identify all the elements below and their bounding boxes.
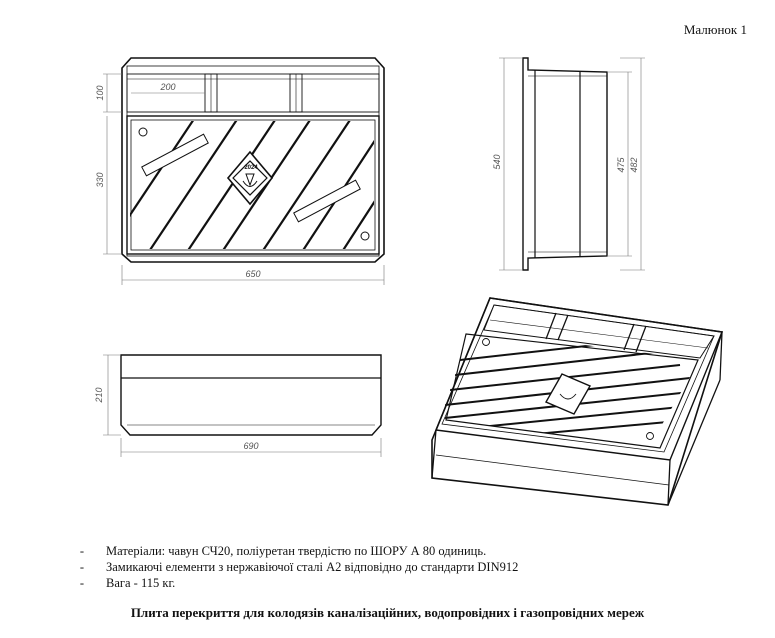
dim-475: 475 xyxy=(616,157,626,173)
note-materials: - Матеріали: чавун СЧ20, поліуретан твердістю по ШОРУ А 80 одиниць. xyxy=(79,544,487,558)
note-weight: - Вага - 115 кг. xyxy=(79,576,176,590)
dim-330: 330 xyxy=(95,172,105,188)
dim-650: 650 xyxy=(245,269,261,279)
side-view xyxy=(523,58,607,270)
drawing-caption: Плита перекриття для колодязів каналізаційних, водопровідних і газопровідних мереж xyxy=(130,605,645,620)
dim-540: 540 xyxy=(492,154,502,170)
dim-210: 210 xyxy=(94,387,104,403)
note-locking-elements: - Замикаючі елементи з нержавіючої сталі А2 відповідно до стандарти DIN912 xyxy=(79,560,519,574)
center-emblem-icon xyxy=(228,152,272,204)
dim-200: 200 xyxy=(160,82,176,92)
notes-list xyxy=(72,543,518,591)
isometric-view xyxy=(432,298,722,505)
figure-label: Малюнок 1 xyxy=(683,22,747,37)
front-view xyxy=(121,355,381,435)
cover-marking: 2024 xyxy=(244,165,258,171)
dim-690: 690 xyxy=(243,441,259,451)
dim-482: 482 xyxy=(629,157,639,173)
dim-100: 100 xyxy=(95,85,105,101)
